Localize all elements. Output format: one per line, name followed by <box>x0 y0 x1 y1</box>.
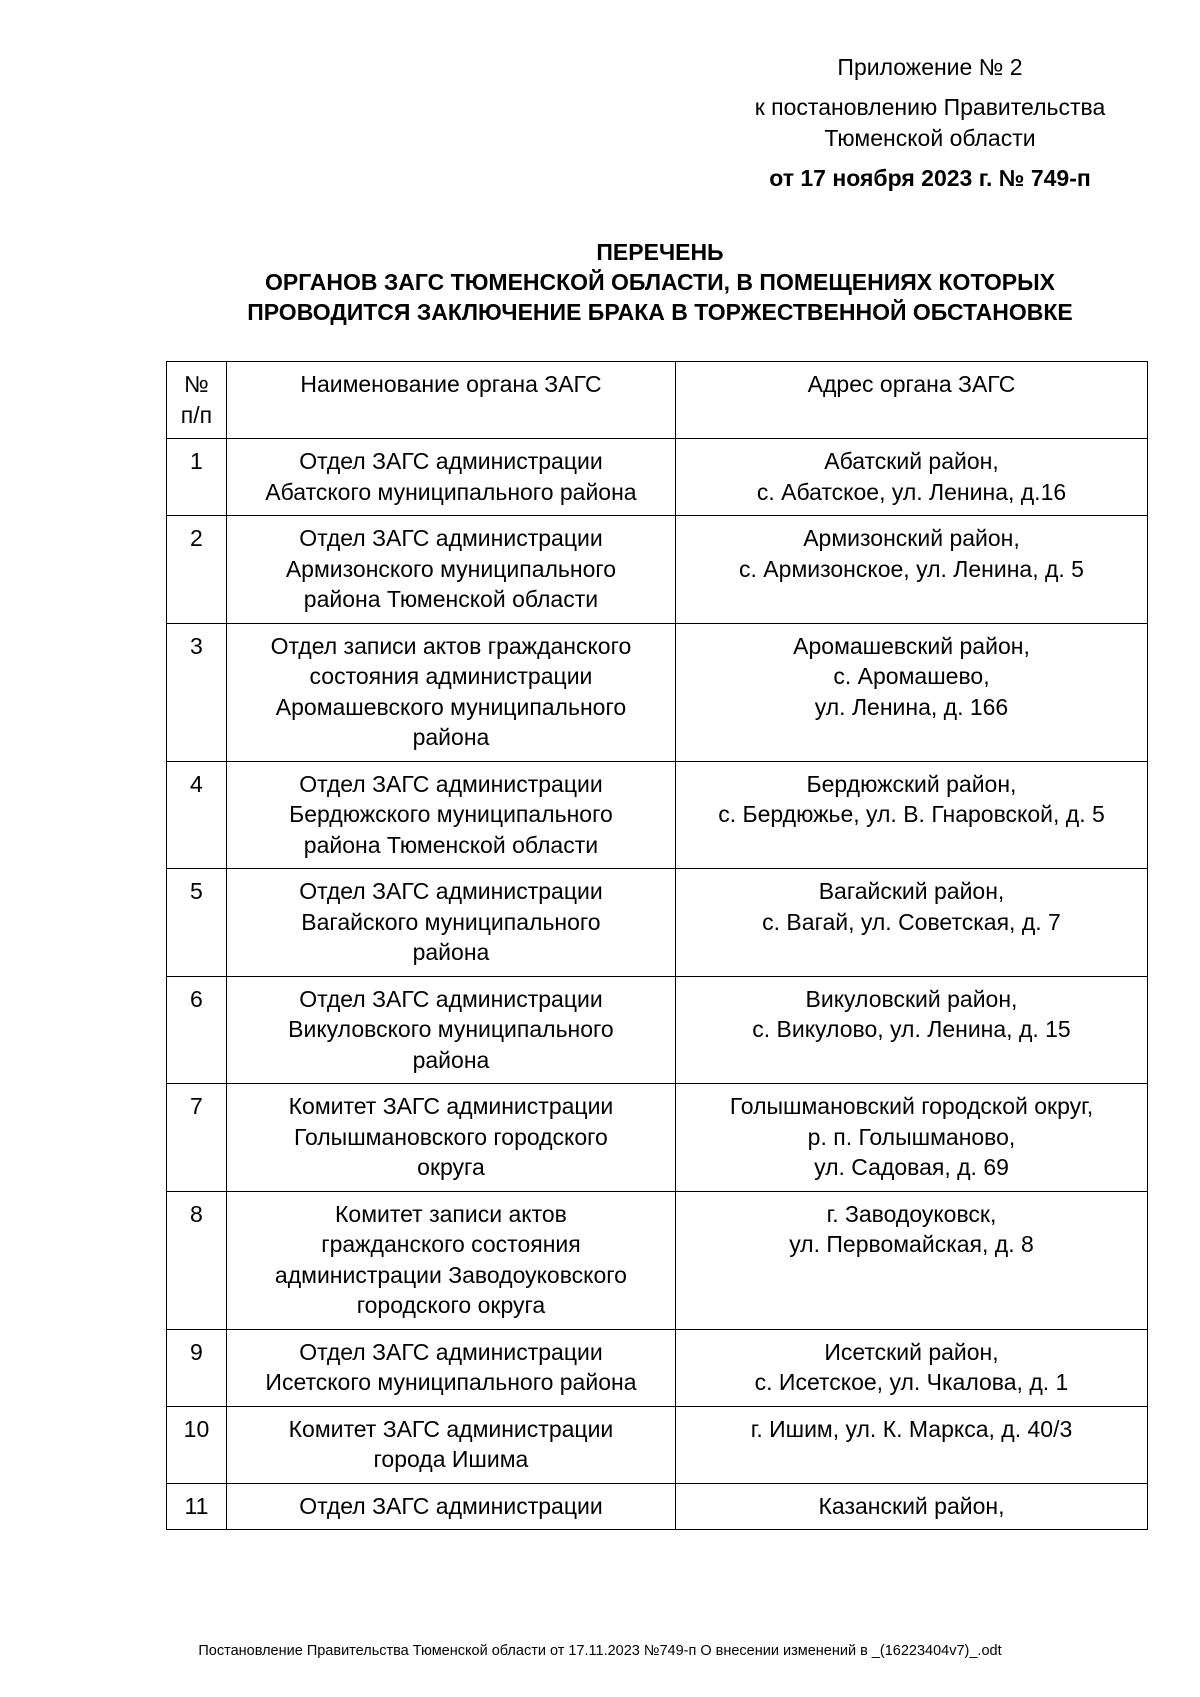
row-address-text: Вагайский район, с. Вагай, ул. Советская, д. 7 <box>762 878 1061 935</box>
row-name-text: Комитет ЗАГС администрации Голышмановского городского округа <box>288 1093 614 1180</box>
row-number <box>167 976 227 1084</box>
row-name <box>226 1329 675 1406</box>
row-address-text: Абатский район, с. Абатское, ул. Ленина, д.16 <box>756 448 1067 505</box>
row-name-text: Отдел ЗАГС администрации Бердюжского муниципального района Тюменской области <box>289 770 613 858</box>
row-number <box>167 516 227 624</box>
row-number-text: 3 <box>190 632 203 659</box>
row-name-text: Комитет записи актов гражданского состояния администрации Заводоуковского городского округа <box>274 1200 627 1318</box>
title-line-3: ПРОВОДИТСЯ ЗАКЛЮЧЕНИЕ БРАКА В ТОРЖЕСТВЕННОЙ ОБСТАНОВКЕ <box>247 299 1073 325</box>
row-address <box>676 1483 1148 1530</box>
row-name-text: Отдел ЗАГС администрации Абатского муниципального района <box>265 448 637 505</box>
row-number <box>167 439 227 516</box>
resolution-line-1: к постановлению Правительства <box>754 94 1106 120</box>
table-body <box>167 439 1148 1530</box>
row-address <box>676 623 1148 761</box>
row-address-text: Голышмановский городской округ, р. п. Голышманово, ул. Садовая, д. 69 <box>729 1093 1094 1180</box>
table-row <box>167 761 1148 869</box>
row-number-text: 5 <box>190 878 203 904</box>
row-name-text: Отдел ЗАГС администрации Викуловского муниципального района <box>288 985 614 1073</box>
table-row <box>167 1406 1148 1483</box>
row-name <box>226 869 675 977</box>
table-row <box>167 623 1148 761</box>
row-address <box>676 439 1148 516</box>
table-row <box>167 976 1148 1084</box>
row-address <box>676 1329 1148 1406</box>
row-number-text: 7 <box>190 1093 203 1119</box>
header-address-text: Адрес органа ЗАГС <box>807 371 1016 397</box>
registry-table <box>166 361 1148 1530</box>
row-number-text: 6 <box>190 985 203 1012</box>
table-row <box>167 1191 1148 1329</box>
row-number <box>167 1406 227 1483</box>
title-line-1: ПЕРЕЧЕНЬ <box>596 239 724 265</box>
row-address <box>676 976 1148 1084</box>
row-number-text: 4 <box>190 770 203 797</box>
row-name-text: Отдел ЗАГС администрации <box>299 1492 603 1519</box>
header-address <box>676 362 1148 439</box>
resolution-date-number: от 17 ноября 2023 г. № 749-п <box>769 165 1091 191</box>
row-address-text: Казанский район, <box>818 1492 1005 1519</box>
row-name <box>226 439 675 516</box>
row-number <box>167 623 227 761</box>
row-name-text: Комитет ЗАГС администрации города Ишима <box>288 1415 614 1472</box>
row-number <box>167 1084 227 1192</box>
row-address-text: Аромашевский район, с. Аромашево, ул. Ленина, д. 166 <box>793 632 1030 720</box>
row-number-text: 2 <box>190 525 203 551</box>
header-name <box>226 362 675 439</box>
table-row <box>167 1329 1148 1406</box>
row-address-text: Исетский район, с. Исетское, ул. Чкалова, д. 1 <box>754 1338 1069 1395</box>
row-name <box>226 1191 675 1329</box>
row-name-text: Отдел ЗАГС администрации Армизонского муниципального района Тюменской области <box>285 525 617 612</box>
row-number-text: 11 <box>184 1492 209 1519</box>
row-name-text: Отдел ЗАГС администрации Вагайского муниципального района <box>299 878 603 965</box>
table-row <box>167 516 1148 624</box>
row-number-text: 9 <box>190 1338 203 1365</box>
header-number-text: № п/п <box>180 371 213 428</box>
row-name-text: Отдел записи актов гражданского состояния администрации Аромашевского муниципального района <box>270 632 632 750</box>
row-number <box>167 1483 227 1530</box>
row-number <box>167 1329 227 1406</box>
table-row <box>167 869 1148 977</box>
row-address <box>676 869 1148 977</box>
resolution-line-2: Тюменской области <box>824 125 1036 151</box>
table-header-row <box>167 362 1148 439</box>
row-address <box>676 516 1148 624</box>
row-name <box>226 761 675 869</box>
row-name <box>226 1406 675 1483</box>
appendix-header <box>640 52 1200 194</box>
row-name <box>226 1483 675 1530</box>
table-row <box>167 1084 1148 1192</box>
appendix-label: Приложение № 2 <box>837 54 1023 80</box>
row-number-text: 8 <box>190 1200 203 1227</box>
row-address <box>676 1191 1148 1329</box>
row-address <box>676 1406 1148 1483</box>
header-name-text: Наименование органа ЗАГС <box>300 371 602 397</box>
row-address-text: Бердюжский район, с. Бердюжье, ул. В. Гнаровской, д. 5 <box>718 770 1105 827</box>
table-header <box>167 362 1148 439</box>
row-name <box>226 976 675 1084</box>
row-number <box>167 869 227 977</box>
row-address <box>676 1084 1148 1192</box>
row-number <box>167 1191 227 1329</box>
row-address-text: г. Заводоуковск, ул. Первомайская, д. 8 <box>789 1200 1034 1257</box>
table-row <box>167 439 1148 516</box>
header-number <box>167 362 227 439</box>
row-name <box>226 1084 675 1192</box>
footer-filename: Постановление Правительства Тюменской области от 17.11.2023 №749-п О внесении изменений в _(16223404v7)_.odt <box>198 1643 1002 1659</box>
row-address-text: Армизонский район, с. Армизонское, ул. Ленина, д. 5 <box>739 525 1084 582</box>
row-address <box>676 761 1148 869</box>
document-title <box>160 237 1160 327</box>
row-number-text: 10 <box>183 1415 210 1442</box>
row-name-text: Отдел ЗАГС администрации Исетского муниципального района <box>265 1338 637 1395</box>
row-address-text: г. Ишим, ул. К. Маркса, д. 40/3 <box>750 1415 1073 1442</box>
row-number <box>167 761 227 869</box>
row-name <box>226 516 675 624</box>
row-name <box>226 623 675 761</box>
row-number-text: 1 <box>190 448 203 474</box>
table-row <box>167 1483 1148 1530</box>
title-line-2: ОРГАНОВ ЗАГС ТЮМЕНСКОЙ ОБЛАСТИ, В ПОМЕЩЕНИЯХ КОТОРЫХ <box>264 269 1056 295</box>
row-address-text: Викуловский район, с. Викулово, ул. Ленина, д. 15 <box>752 985 1071 1042</box>
